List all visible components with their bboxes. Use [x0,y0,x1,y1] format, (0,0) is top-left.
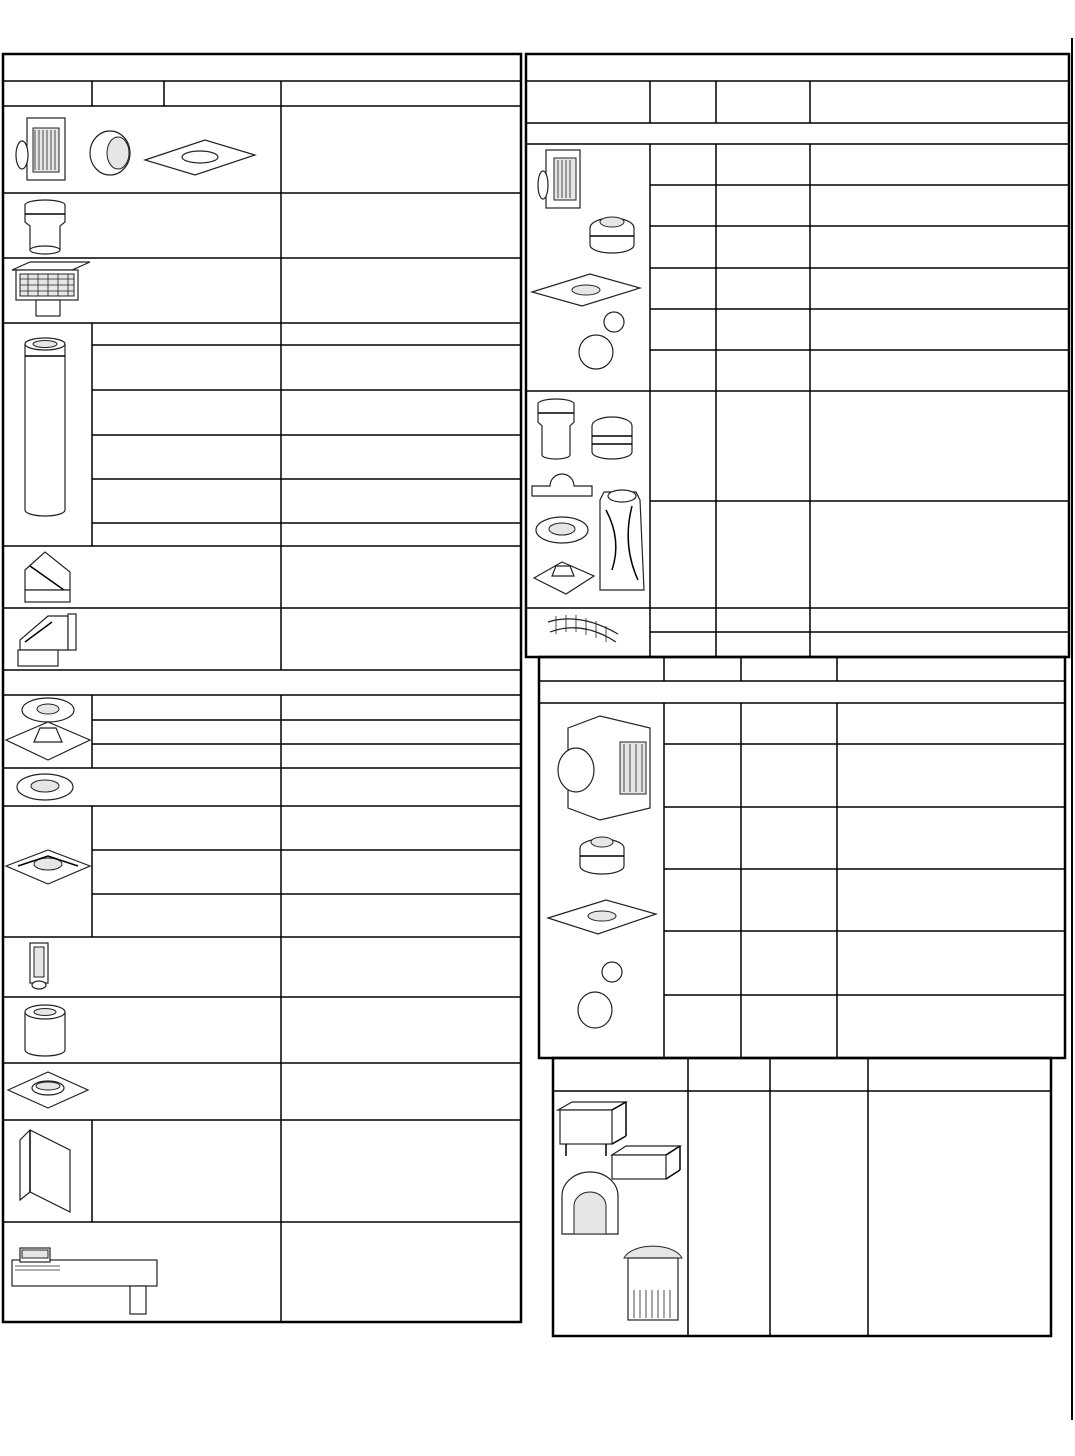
left-components-table [3,54,521,1322]
decorative-cap-shroud-icon [558,1102,626,1156]
firestop-spacer-icon [548,900,656,934]
chimney-adapter-icon [592,417,632,459]
corner-chase-icon [20,1130,70,1212]
decorative-cap-shroud-icon [562,1172,618,1234]
horizontal-termination-kit-icon [16,118,255,180]
roof-flashing-icon [6,698,90,760]
firestop-spacer-icon [532,274,640,306]
wall-thimble-icon [8,1072,88,1108]
firestop-spacer-icon [6,850,90,884]
offset-horizontal-kit-icon [558,716,650,820]
pipe-clamp-icon [532,474,592,496]
roof-flashing-icon [534,562,594,594]
pipe-clamp-icon [578,962,622,1028]
elbow-45-icon [25,552,70,602]
flexible-liner-icon [600,490,644,590]
elbow-90-icon [18,614,76,666]
chimney-adapter-icon [580,837,624,874]
pipe-adapter-icon [538,399,574,459]
decorative-cap-shroud-icon [624,1246,682,1320]
pipe-clamp-icon [579,312,624,369]
wall-trim-ring-icon [536,517,588,543]
decorative-cap-shroud-icon [612,1146,680,1179]
horizontal-termination-kit-icon [538,150,580,208]
chimney-adapter-icon [590,217,634,253]
offset-horizontal-kit-icon [12,1248,157,1314]
pipe-adapter-icon [25,200,65,254]
snorkel-termination-icon [30,943,48,989]
wall-trim-ring-icon [17,774,73,800]
chimney-adapter-icon [25,1005,65,1056]
straight-pipe-section-icon [25,338,65,516]
vertical-termination-cap-icon [12,262,90,316]
flexible-liner-icon [548,615,618,642]
